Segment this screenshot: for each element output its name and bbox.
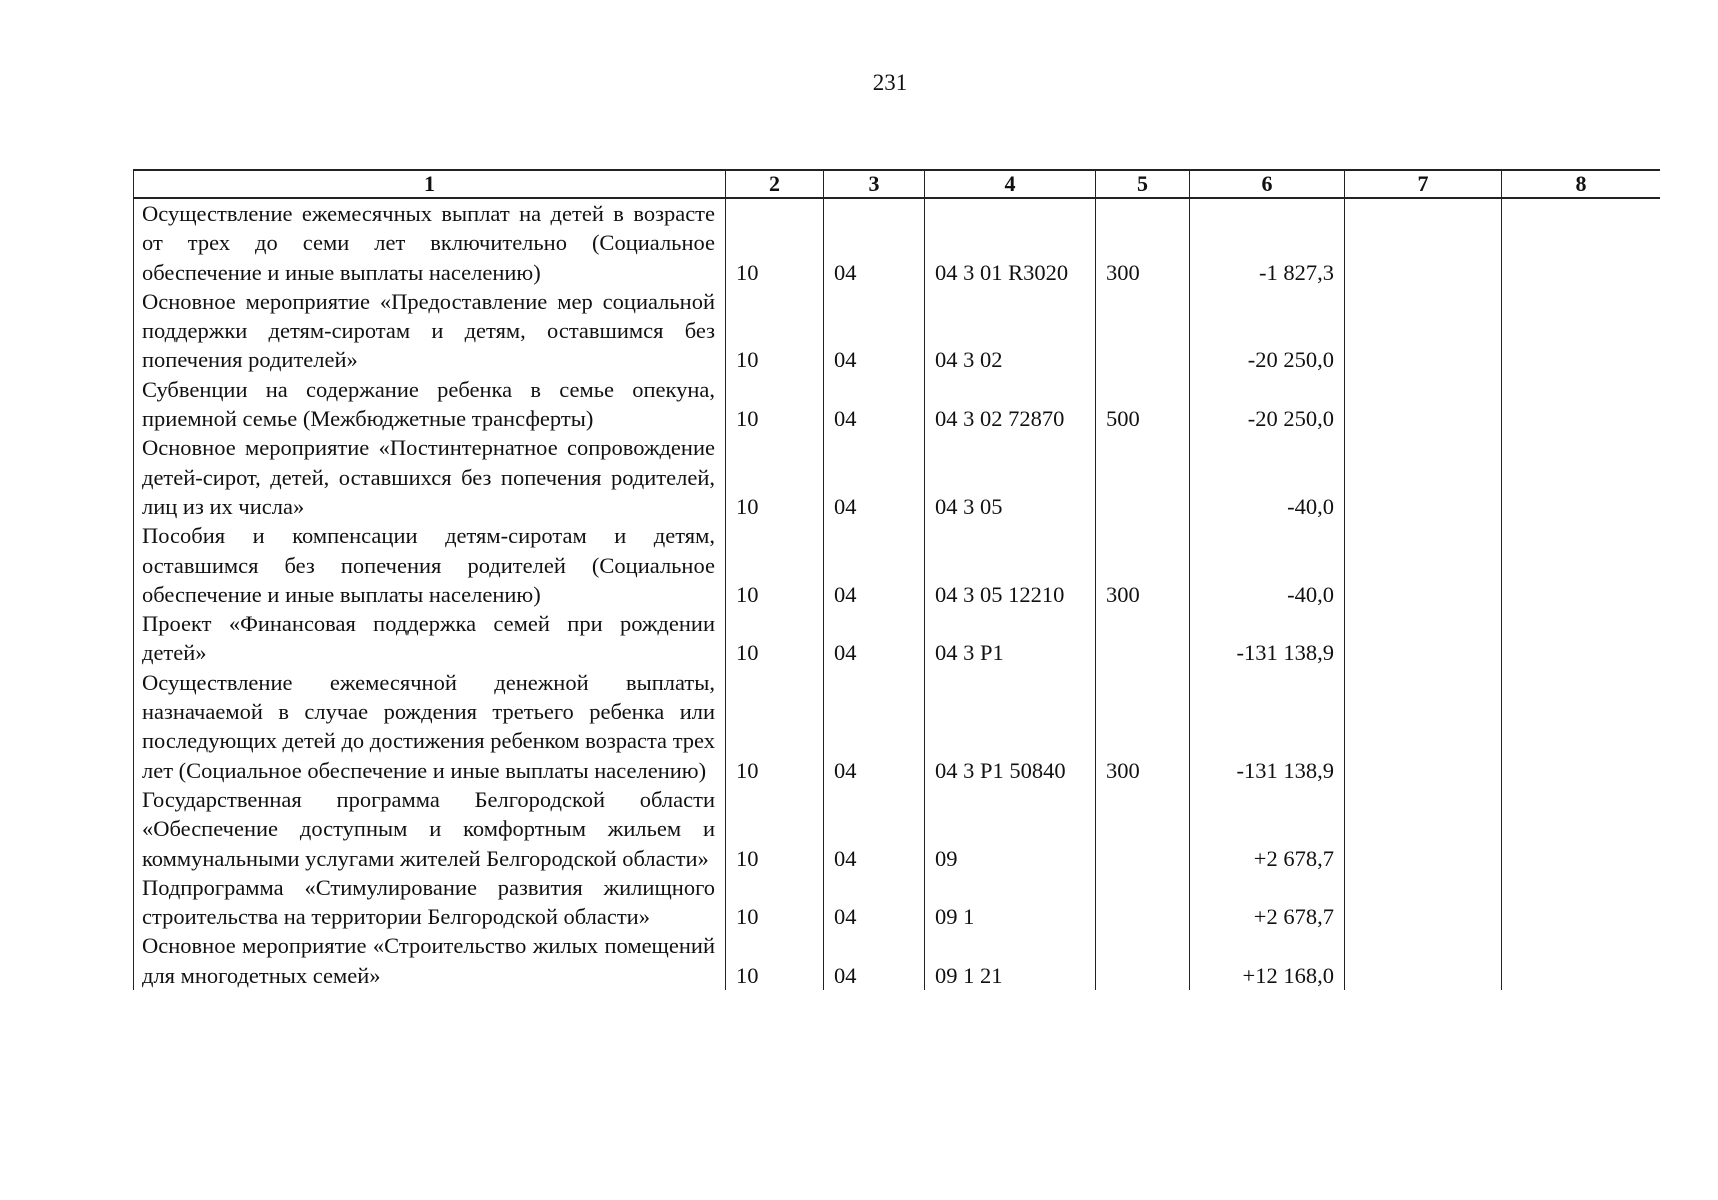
column-8-value: [1502, 433, 1661, 521]
subsection-code: 04: [824, 287, 925, 375]
section-code: 10: [726, 668, 824, 785]
amount-change: -20 250,0: [1190, 375, 1345, 434]
target-article-code: 09: [925, 785, 1096, 873]
subsection-code: 04: [824, 931, 925, 990]
row-description: Осуществление ежемесячных выплат на детей в возрасте от трех до семи лет включительно (Социальное обеспечение и иные выплаты населению): [134, 198, 726, 287]
table-header-row: [134, 170, 1661, 198]
section-code: 10: [726, 433, 824, 521]
expense-type-code: [1096, 873, 1190, 932]
table-row: [134, 873, 1661, 932]
column-7-value: [1345, 198, 1502, 287]
column-8-value: [1502, 287, 1661, 375]
subsection-code: 04: [824, 873, 925, 932]
expense-type-code: [1096, 433, 1190, 521]
section-code: 10: [726, 931, 824, 990]
column-8-value: [1502, 375, 1661, 434]
row-description: Проект «Финансовая поддержка семей при рождении детей»: [134, 609, 726, 668]
column-8-value: [1502, 873, 1661, 932]
target-article-code: 04 3 P1 50840: [925, 668, 1096, 785]
expense-type-code: [1096, 609, 1190, 668]
expense-type-code: 300: [1096, 521, 1190, 609]
row-description: Государственная программа Белгородской области «Обеспечение доступным и комфортным жильем и коммунальными услугами жителей Белгородской области»: [134, 785, 726, 873]
column-header-1: 1: [134, 170, 726, 198]
column-header-6: 6: [1190, 170, 1345, 198]
amount-change: +2 678,7: [1190, 873, 1345, 932]
column-7-value: [1345, 873, 1502, 932]
row-description: Основное мероприятие «Строительство жилых помещений для многодетных семей»: [134, 931, 726, 990]
section-code: 10: [726, 287, 824, 375]
target-article-code: 04 3 P1: [925, 609, 1096, 668]
column-7-value: [1345, 287, 1502, 375]
column-header-7: 7: [1345, 170, 1502, 198]
expense-type-code: 500: [1096, 375, 1190, 434]
column-7-value: [1345, 521, 1502, 609]
expense-type-code: [1096, 287, 1190, 375]
column-8-value: [1502, 521, 1661, 609]
target-article-code: 04 3 01 R3020: [925, 198, 1096, 287]
subsection-code: 04: [824, 433, 925, 521]
amount-change: -131 138,9: [1190, 668, 1345, 785]
subsection-code: 04: [824, 785, 925, 873]
subsection-code: 04: [824, 521, 925, 609]
column-8-value: [1502, 785, 1661, 873]
section-code: 10: [726, 785, 824, 873]
row-description: Пособия и компенсации детям-сиротам и детям, оставшимся без попечения родителей (Социальное обеспечение и иные выплаты населению): [134, 521, 726, 609]
column-header-3: 3: [824, 170, 925, 198]
table-row: [134, 931, 1661, 990]
section-code: 10: [726, 375, 824, 434]
budget-table: [133, 169, 1660, 990]
table-row: [134, 433, 1661, 521]
row-description: Субвенции на содержание ребенка в семье опекуна, приемной семье (Межбюджетные трансферты): [134, 375, 726, 434]
target-article-code: 09 1: [925, 873, 1096, 932]
section-code: 10: [726, 198, 824, 287]
row-description: Основное мероприятие «Постинтернатное сопровождение детей-сирот, детей, оставшихся без попечения родителей, лиц из их числа»: [134, 433, 726, 521]
amount-change: -20 250,0: [1190, 287, 1345, 375]
subsection-code: 04: [824, 609, 925, 668]
column-header-8: 8: [1502, 170, 1661, 198]
column-7-value: [1345, 433, 1502, 521]
target-article-code: 04 3 02: [925, 287, 1096, 375]
table-row: [134, 668, 1661, 785]
amount-change: -1 827,3: [1190, 198, 1345, 287]
column-7-value: [1345, 609, 1502, 668]
table-row: [134, 521, 1661, 609]
table-row: [134, 287, 1661, 375]
target-article-code: 04 3 02 72870: [925, 375, 1096, 434]
expense-type-code: [1096, 931, 1190, 990]
amount-change: -40,0: [1190, 433, 1345, 521]
column-header-2: 2: [726, 170, 824, 198]
target-article-code: 04 3 05: [925, 433, 1096, 521]
column-header-4: 4: [925, 170, 1096, 198]
column-8-value: [1502, 609, 1661, 668]
column-7-value: [1345, 931, 1502, 990]
section-code: 10: [726, 609, 824, 668]
section-code: 10: [726, 521, 824, 609]
column-header-5: 5: [1096, 170, 1190, 198]
column-8-value: [1502, 931, 1661, 990]
table-row: [134, 375, 1661, 434]
subsection-code: 04: [824, 198, 925, 287]
amount-change: +2 678,7: [1190, 785, 1345, 873]
column-8-value: [1502, 198, 1661, 287]
subsection-code: 04: [824, 668, 925, 785]
column-7-value: [1345, 668, 1502, 785]
section-code: 10: [726, 873, 824, 932]
expense-type-code: 300: [1096, 668, 1190, 785]
table-row: [134, 609, 1661, 668]
amount-change: -131 138,9: [1190, 609, 1345, 668]
amount-change: -40,0: [1190, 521, 1345, 609]
column-7-value: [1345, 785, 1502, 873]
expense-type-code: 300: [1096, 198, 1190, 287]
row-description: Осуществление ежемесячной денежной выплаты, назначаемой в случае рождения третьего ребенка или последующих детей до достижения ребенком возраста трех лет (Социальное обеспечение и иные выплаты населению): [134, 668, 726, 785]
target-article-code: 09 1 21: [925, 931, 1096, 990]
target-article-code: 04 3 05 12210: [925, 521, 1096, 609]
table-row: [134, 198, 1661, 287]
budget-table-frame: [133, 169, 1660, 1115]
column-7-value: [1345, 375, 1502, 434]
table-row: [134, 785, 1661, 873]
column-8-value: [1502, 668, 1661, 785]
page-number: 231: [872, 70, 908, 95]
amount-change: +12 168,0: [1190, 931, 1345, 990]
subsection-code: 04: [824, 375, 925, 434]
row-description: Подпрограмма «Стимулирование развития жилищного строительства на территории Белгородской области»: [134, 873, 726, 932]
expense-type-code: [1096, 785, 1190, 873]
row-description: Основное мероприятие «Предоставление мер социальной поддержки детям-сиротам и детям, оставшимся без попечения родителей»: [134, 287, 726, 375]
